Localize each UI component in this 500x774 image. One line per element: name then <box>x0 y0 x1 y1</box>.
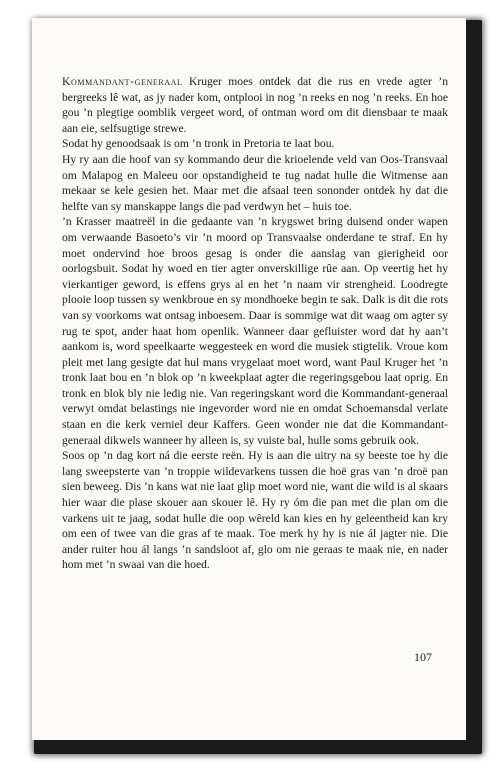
opening-smallcaps: Kommandant-generaal <box>62 75 183 88</box>
paragraph-4: ’n Krasser maatreël in die gedaante van ’n krygswet bring duisend onder wapen om verwaande Basoeto’s vir ’n moord op Transvaalse onderdane te straf. En hy moet ondervind hoe broos gesag is onder die aanslag van gierigheid oor oorlogsbuit. Sodat hy woed en tier agter onverskillige rûe aan. Op veertig het hy vierkantiger geword, is effens grys al en het ’n naam vir strengheid. Loodregte plooie loop tussen sy wenkbroue en sy mondhoeke begin te sak. Dalk is dit die rots van sy voorkoms wat ontsag inboesem. Daar is sommige wat dit waag om agter sy rug te spot, ander haat hom openlik. Wanneer daar gefluister word dat hy aan’t aankom is, word speelkaarte weggesteek en word die musiek stigtelik. Vroue kom pleit met lang gesigte dat hul mans vrygelaat moet word, want Paul Kruger het ’n tronk laat bou en ’n blok op ’n kweekplaat agter die regeringsgebou laat oprig. En tronk en blok bly nie ledig nie. Van regeringskant word die Kommandant-generaal verwyt omdat belastings nie ingevorder word nie en omdat Schoemansdal verlate staan en die kerk verniel deur Kaffers. Geen wonder nie dat die Kommandant-generaal dikwels wanneer hy alleen is, sy vuiste bal, hulle soms gebruik ook. <box>62 215 448 447</box>
body-text <box>62 74 448 573</box>
paragraph-3: Hy ry aan die hoof van sy kommando deur die krioelende veld van Oos-Transvaal om Malapog en Maleeu oor opstandigheid te tug nadat hulle die Witmense aan mekaar se kele gesien het. Maar met die afsaal teen sononder ontdek hy dat die helfte van sy manskappe langs die pad verdwyn het – huis toe. <box>62 152 448 213</box>
paragraph-5: Soos op ’n dag kort ná die eerste reën. Hy is aan die uitry na sy beeste toe hy die lang sweepsterte van ’n troppie wildevarkens tussen die hoë gras van ’n droë pan sien beweeg. Dis ’n kans wat nie laat glip moet word nie, want die wild is al skaars hier waar die plase skouer aan skouer lê. Hy ry óm die pan met die plan om die varkens uit te jaag, sodat hulle die oop wêreld kan kies en hy geleentheid kan kry om een of twee van die gras af te maak. Toe merk hy hy is nie ál jagter nie. Die ander ruiter hou ál langs ’n sandsloot af, glo om nie geraas te maak nie, en nader hom met ’n swaai van die hoed. <box>62 449 448 572</box>
book-page <box>32 18 466 740</box>
paragraph-1-text: Kruger moes ontdek dat die rus en vrede agter ’n bergreeks lê wat, as jy nader kom, ontplooi in nog ’n reeks en nog ’n reeks. En hoe gou ’n plegtige oomblik vergeet word, of ontman word om dit diensbaar te maak aan eie, selfsugtige strewe. <box>62 75 448 135</box>
page-number: 107 <box>414 650 432 664</box>
paragraph-2: Sodat hy genoodsaak is om ’n tronk in Pretoria te laat bou. <box>62 137 335 151</box>
paragraph-1 <box>62 74 448 136</box>
